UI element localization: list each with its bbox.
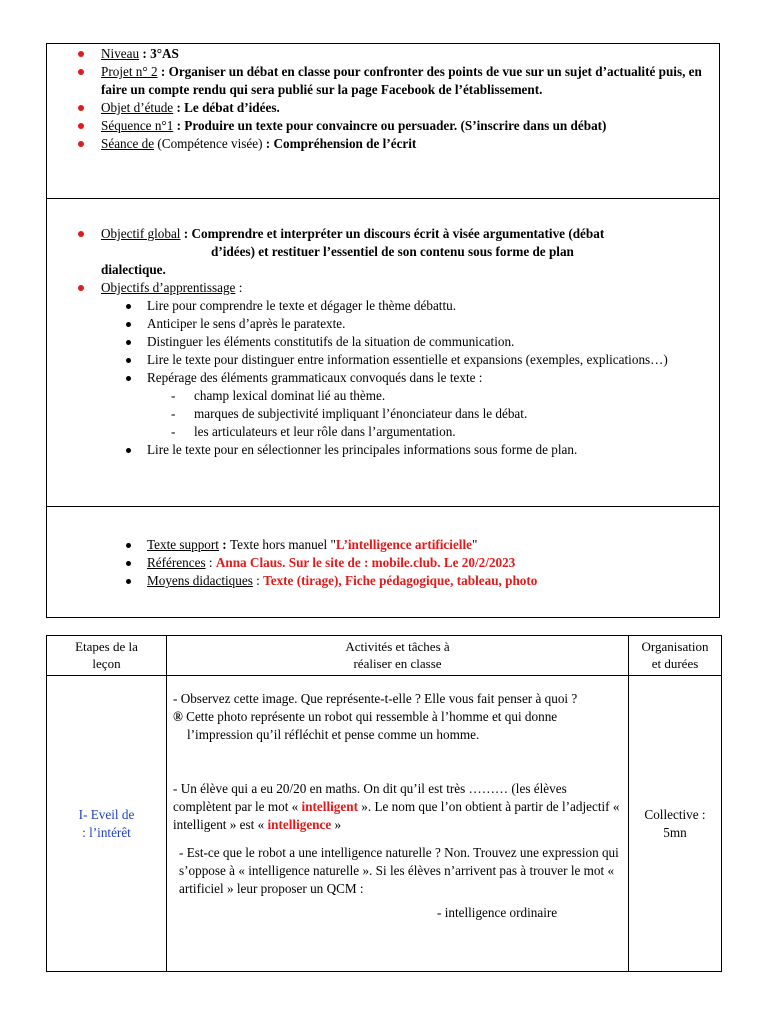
lesson-table [46,635,722,972]
grammar-element: - les articulateurs et leur rôle dans l’argumentation. [47,423,719,441]
learning-objective: Lire le texte pour en sélectionner les principales informations sous forme de plan. [47,441,719,459]
references-label: Références [147,555,206,570]
global-objective-line3: dialectique. [101,262,166,277]
objet-value: Le débat d’idées. [184,100,280,115]
q2-keyword-intelligence: intelligence [267,817,332,832]
support-text-title: L’intelligence artificielle [335,537,472,552]
activity-question-2 [173,780,622,834]
niveau-item: Niveau : 3°AS [47,45,719,63]
sequence-item: Séquence n°1 : Produire un texte pour convaincre ou persuader. (S’inscrire dans un débat) [47,117,719,135]
answer-symbol: ® [173,709,183,724]
global-objective-line2: d’idées) et restituer l’essentiel de son contenu sous forme de plan [211,244,574,259]
objet-label: Objet d’étude [101,100,174,115]
organisation-header-line1: Organisation [641,639,709,654]
grammar-elements-list [47,387,719,441]
spacer [173,834,622,844]
stages-header [47,636,167,676]
activities-cell [167,676,629,972]
learning-objectives-label: Objectifs d’apprentissage [101,280,236,295]
activity-answer-1 [173,708,622,726]
grammar-element: - champ lexical dominat lié au thème. [47,387,719,405]
learning-objective: Lire pour comprendre le texte et dégager le thème débattu. [47,297,719,315]
activities-header [167,636,629,676]
sequence-value: Produire un texte pour convaincre ou persuader. (S’inscrire dans un débat) [184,118,607,133]
learning-objective: Lire le texte pour distinguer entre information essentielle et expansions (exemples, explications…) [47,351,719,369]
projet-value: Organiser un débat en classe pour confronter des points de vue sur un sujet d’actualité puis, en faire un compte rendu qui sera publié sur la page Facebook de l’établissement. [101,64,702,97]
seance-paren: (Compétence visée) [157,136,263,151]
q2-part-c: » [331,817,342,832]
learning-objectives-item: Objectifs d’apprentissage : [47,279,719,297]
organisation-line2: 5mn [663,824,687,840]
activities-header-line1: Activités et tâches à [345,639,450,654]
activity-question-1: - Observez cette image. Que représente-t-elle ? Elle vous fait penser à quoi ? [173,691,578,706]
learning-objective: Anticiper le sens d’après le paratexte. [47,315,719,333]
support-text-prefix: Texte hors manuel " [229,537,336,552]
organisation-header-line2: et durées [651,656,699,671]
support-text-suffix: " [471,537,478,552]
header-info-list [47,45,719,153]
q2-part-b: ». Le nom que l’on obtient à partir de l’adjectif « intelligent » est « [173,799,620,832]
q2-part-a: - Un élève qui a eu 20/20 en maths. On dit qu’il est très ……… (les élèves complètent par le mot « [173,781,567,814]
resources-list [47,536,719,590]
objectives-box [46,198,720,507]
table-row [47,676,722,972]
seance-label: Séance de [101,136,155,151]
global-objective-line1: Comprendre et interpréter un discours écrit à visée argumentative (débat [191,226,605,241]
seance-value: Compréhension de l’écrit [273,136,417,151]
spacer [173,744,622,780]
didactic-means-value: Texte (tirage), Fiche pédagogique, tableau, photo [263,573,538,588]
organisation-cell [629,676,722,972]
organisation-line1: Collective : [644,806,706,822]
objet-item: Objet d’étude : Le débat d’idées. [47,99,719,117]
stage-line2: : l’intérêt [82,824,131,840]
stages-header-line2: leçon [92,656,121,671]
projet-item: Projet n° 2 : Organiser un débat en classe pour confronter des points de vue sur un sujet d’actualité puis, en faire un compte rendu qui sera publié sur la page Facebook de l’établissement. [47,63,719,99]
learning-objective: Distinguer les éléments constitutifs de la situation de communication. [47,333,719,351]
support-text-label: Texte support [147,537,219,552]
niveau-value: 3°AS [150,46,179,61]
didactic-means-label: Moyens didactiques [147,573,253,588]
header-info-box [46,43,720,199]
q2-keyword-intelligent: intelligent [301,799,358,814]
activity-answer-1-cont: l’impression qu’il réfléchit et pense comme un homme. [187,727,480,742]
niveau-label: Niveau [101,46,140,61]
qcm-option: - intelligence ordinaire [437,905,558,920]
stages-header-line1: Etapes de la [75,639,138,654]
projet-label: Projet n° 2 [101,64,158,79]
didactic-means-item: Moyens didactiques : Texte (tirage), Fiche pédagogique, tableau, photo [47,572,719,590]
global-objective-label: Objectif global [101,226,181,241]
seance-item: Séance de (Compétence visée) : Compréhension de l’écrit [47,135,719,153]
activity-question-3: - Est-ce que le robot a une intelligence naturelle ? Non. Trouvez une expression qui s’oppose à « intelligence naturelle ». Si les élèves n’arrivent pas à trouver le mot « artificiel » leur proposer un QCM : [179,845,619,896]
answer-text: Cette photo représente un robot qui ressemble à l’homme et qui donne [182,709,558,724]
learning-objectives-list [47,297,719,387]
activities-header-line2: réaliser en classe [353,656,442,671]
learning-objective: Repérage des éléments grammaticaux convoqués dans le texte : [47,369,719,387]
table-header-row [47,636,722,676]
grammar-element: - marques de subjectivité impliquant l’énonciateur dans le débat. [47,405,719,423]
organisation-header [629,636,722,676]
stage-cell [47,676,167,972]
references-item: Références : Anna Claus. Sur le site de : mobile.club. Le 20/2/2023 [47,554,719,572]
learning-objectives-list-end [47,441,719,459]
references-value: Anna Claus. Sur le site de : mobile.club. Le 20/2/2023 [215,555,516,570]
stage-line1: I- Eveil de [78,806,135,822]
sequence-label: Séquence n°1 [101,118,174,133]
resources-box [46,506,720,618]
global-objective-item: Objectif global : Comprendre et interpréter un discours écrit à visée argumentative (débat d’idées) et restituer l’essentiel de son contenu sous forme de plan dialectique. [47,225,719,279]
support-text-item: Texte support : Texte hors manuel "L’intelligence artificielle" [47,536,719,554]
objectives-list [47,225,719,297]
